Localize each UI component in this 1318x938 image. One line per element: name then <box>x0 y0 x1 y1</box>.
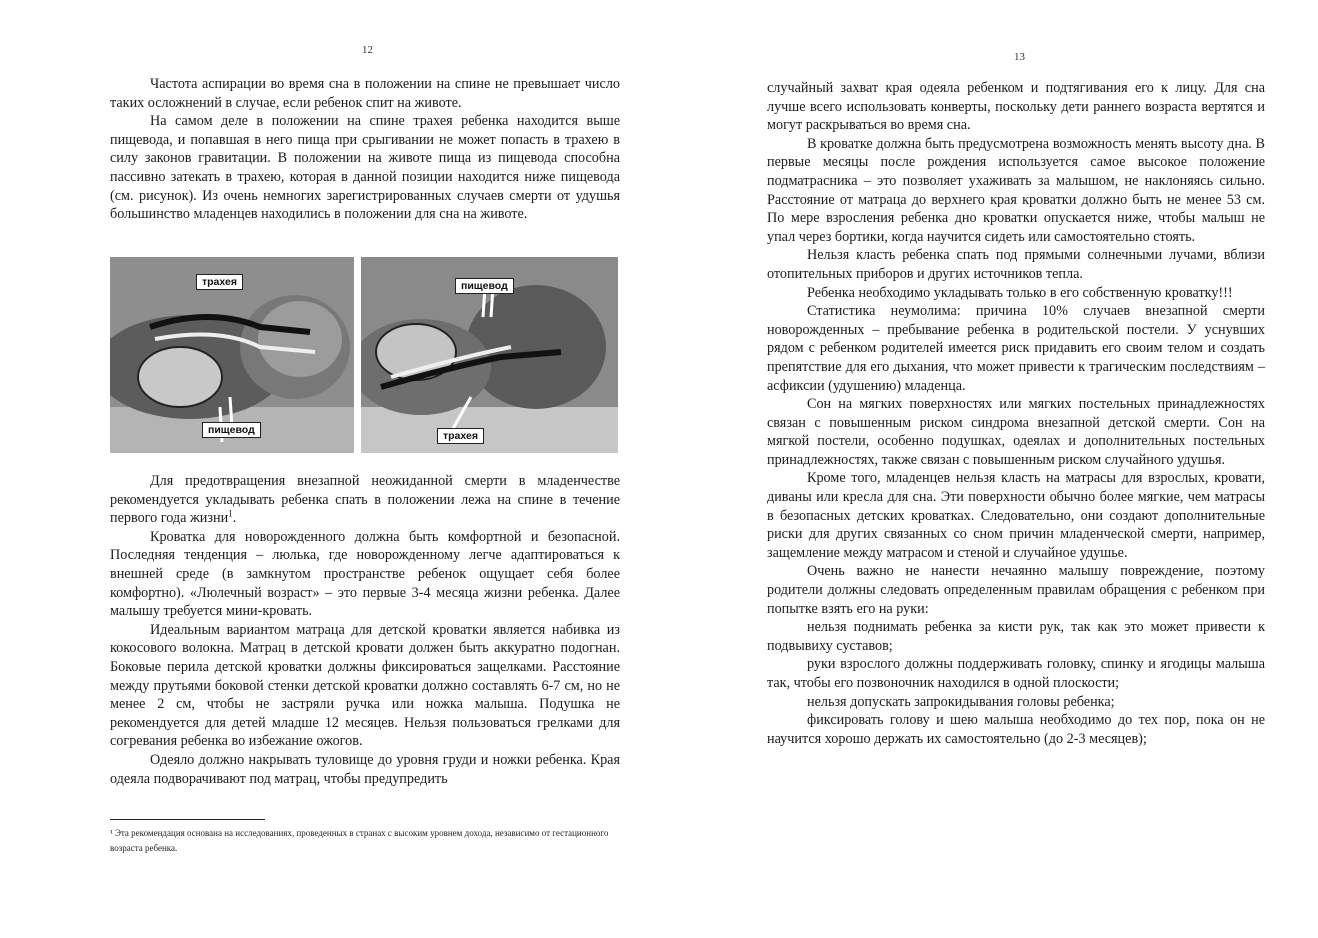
label-esophagus-right: пищевод <box>455 278 514 294</box>
label-trachea-left: трахея <box>196 274 243 290</box>
paragraph: Нельзя класть ребенка спать под прямыми солнечными лучами, вблизи отопительных приборов и других источников тепла. <box>767 247 1265 282</box>
label-esophagus-left: пищевод <box>202 422 261 438</box>
list-item: нельзя поднимать ребенка за кисти рук, так как это может привести к подвывиху суставов; <box>767 619 1265 654</box>
label-trachea-right: трахея <box>437 428 484 444</box>
right-page <box>659 0 1318 938</box>
paragraph: Сон на мягких поверхностях или мягких постельных принадлежностях связан с повышенным риском синдрома внезапной детской смерти. Сон на мягкой постели, особенно подушках, одеялах и дополнительных постельных принадлежностях, также связан с повышенным риском случайного удушья. <box>767 396 1265 468</box>
list-item: нельзя допускать запрокидывания головы ребенка; <box>807 693 1115 710</box>
paragraph: Идеальным вариантом матраца для детской кроватки является набивка из кокосового волокна. Матрац в детской кровати должен быть аккуратно подогнан. Боковые перила детской кроватки должны фиксироваться защелками. Расстояние между прутьями боковой стенки детской кроватки должно составлять 6-7 см, но не менее 2 см, чтобы не застряли ручка или ножка малыша. Подушка не рекомендуется для детей младше 12 месяцев. Нельзя пользоваться грелками для согревания ребенка во избежание ожогов. <box>110 621 620 750</box>
left-text-top <box>110 75 620 224</box>
paragraph: Очень важно не нанести нечаянно малышу повреждение, поэтому родители должны следовать определенным правилам обращения с ребенком при попытке взять его на руки: <box>767 563 1265 617</box>
paragraph: Частота аспирации во время сна в положении на спине не превышает число таких осложнений в случае, если ребенок спит на животе. <box>110 76 620 111</box>
anatomy-figure <box>110 257 618 453</box>
figure-back-sleeping <box>110 257 354 453</box>
paragraph: Кроме того, младенцев нельзя класть на матрасы для взрослых, кровати, диваны или кресла для сна. Эти поверхности обычно более мягкие, чем матрасы в безопасных детских кроватках. Следовательно, они создают дополнительные риски для других связанных со сном причин младенческой смерти, например, защемление между матрасом и стеной и случайное удушье. <box>767 470 1265 561</box>
paragraph: Одеяло должно накрывать туловище до уровня груди и ножки ребенка. Края одеяла подворачивают под матрац, чтобы предупредить <box>110 751 620 787</box>
footnote: ¹ Эта рекомендация основана на исследованиях, проведенных в странах с высоким уровнем дохода, независимо от гестационного возраста ребенка. <box>110 828 609 853</box>
paragraph: На самом деле в положении на спине трахея ребенка находится выше пищевода, и попавшая в него пища при срыгивании не может попасть в трахею в силу законов гравитации. В положении на животе пища из пищевода способна пассивно затекать в трахею, которая в данной позиции находится ниже пищевода (см. рисунок). Из очень немногих зарегистрированных случаев смерти от удушья большинство младенцев находились в положении для сна на животе. <box>110 113 620 223</box>
footnote-mark: 1 <box>228 508 233 519</box>
left-text-bottom <box>110 472 620 788</box>
paragraph-sids-text: Для предотвращения внезапной неожиданной смерти в младенчестве рекомендуется укладывать ребенка спать в положении лежа на спине в течение первого года жизни <box>110 473 620 527</box>
paragraph: Кроватка для новорожденного должна быть комфортной и безопасной. Последняя тенденция – люлька, где новорожденному легче адаптироваться к внешней среде (в замкнутом пространстве ребенок ощущает себя более комфортно). «Люлечный возраст» – это первые 3-4 месяца жизни ребенка. Далее малышу требуется мини-кровать. <box>110 528 620 620</box>
paragraph-sids: Для предотвращения внезапной неожиданной смерти в младенчестве рекомендуется укладывать ребенка спать в положении лежа на спине в течение первого года жизни$^1$. <box>110 473 620 527</box>
page-number-left: 12 <box>362 44 373 56</box>
paragraph: случайный захват края одеяла ребенком и подтягивания его к лицу. Для сна лучше всего использовать конверты, поскольку дети раннего возраста вертятся и могут раскрываться во время сна. <box>767 80 1265 134</box>
paragraph: Ребенка необходимо укладывать только в его собственную кроватку!!! <box>807 284 1233 301</box>
paragraph: Статистика неумолима: причина 10% случаев внезапной смерти новорожденных – пребывание ребенка в родительской постели. У уснувших рядом с ребенком родителей имеется риск придавить его своим телом и создать препятствие для его дыхания, что может привести к трагическим последствиям – асфиксии (удушению) младенца. <box>767 303 1265 394</box>
footnote-separator <box>110 819 265 820</box>
right-text <box>767 79 1265 748</box>
paragraph: В кроватке должна быть предусмотрена возможность менять высоту дна. В первые месяцы после рождения используется самое высокое положение подматрасника – это позволяет ухаживать за малышом, не наклоняясь сильно. Расстояние от матраца до верхнего края кроватки должно быть не менее 53 см. По мере взросления ребенка дно кроватки опускается ниже, чтобы малыш не упал через бортики, когда научится сидеть или самостоятельно стоять. <box>767 135 1265 245</box>
list-item: фиксировать голову и шею малыша необходимо до тех пор, пока он не научится хорошо держать их самостоятельно (до 2-3 месяцев); <box>767 712 1265 747</box>
page-number-right: 13 <box>1014 51 1025 63</box>
figure-stomach-sleeping <box>361 257 618 453</box>
list-item: руки взрослого должны поддерживать головку, спинку и ягодицы малыша так, чтобы его позвоночник находился в одной плоскости; <box>767 656 1265 691</box>
